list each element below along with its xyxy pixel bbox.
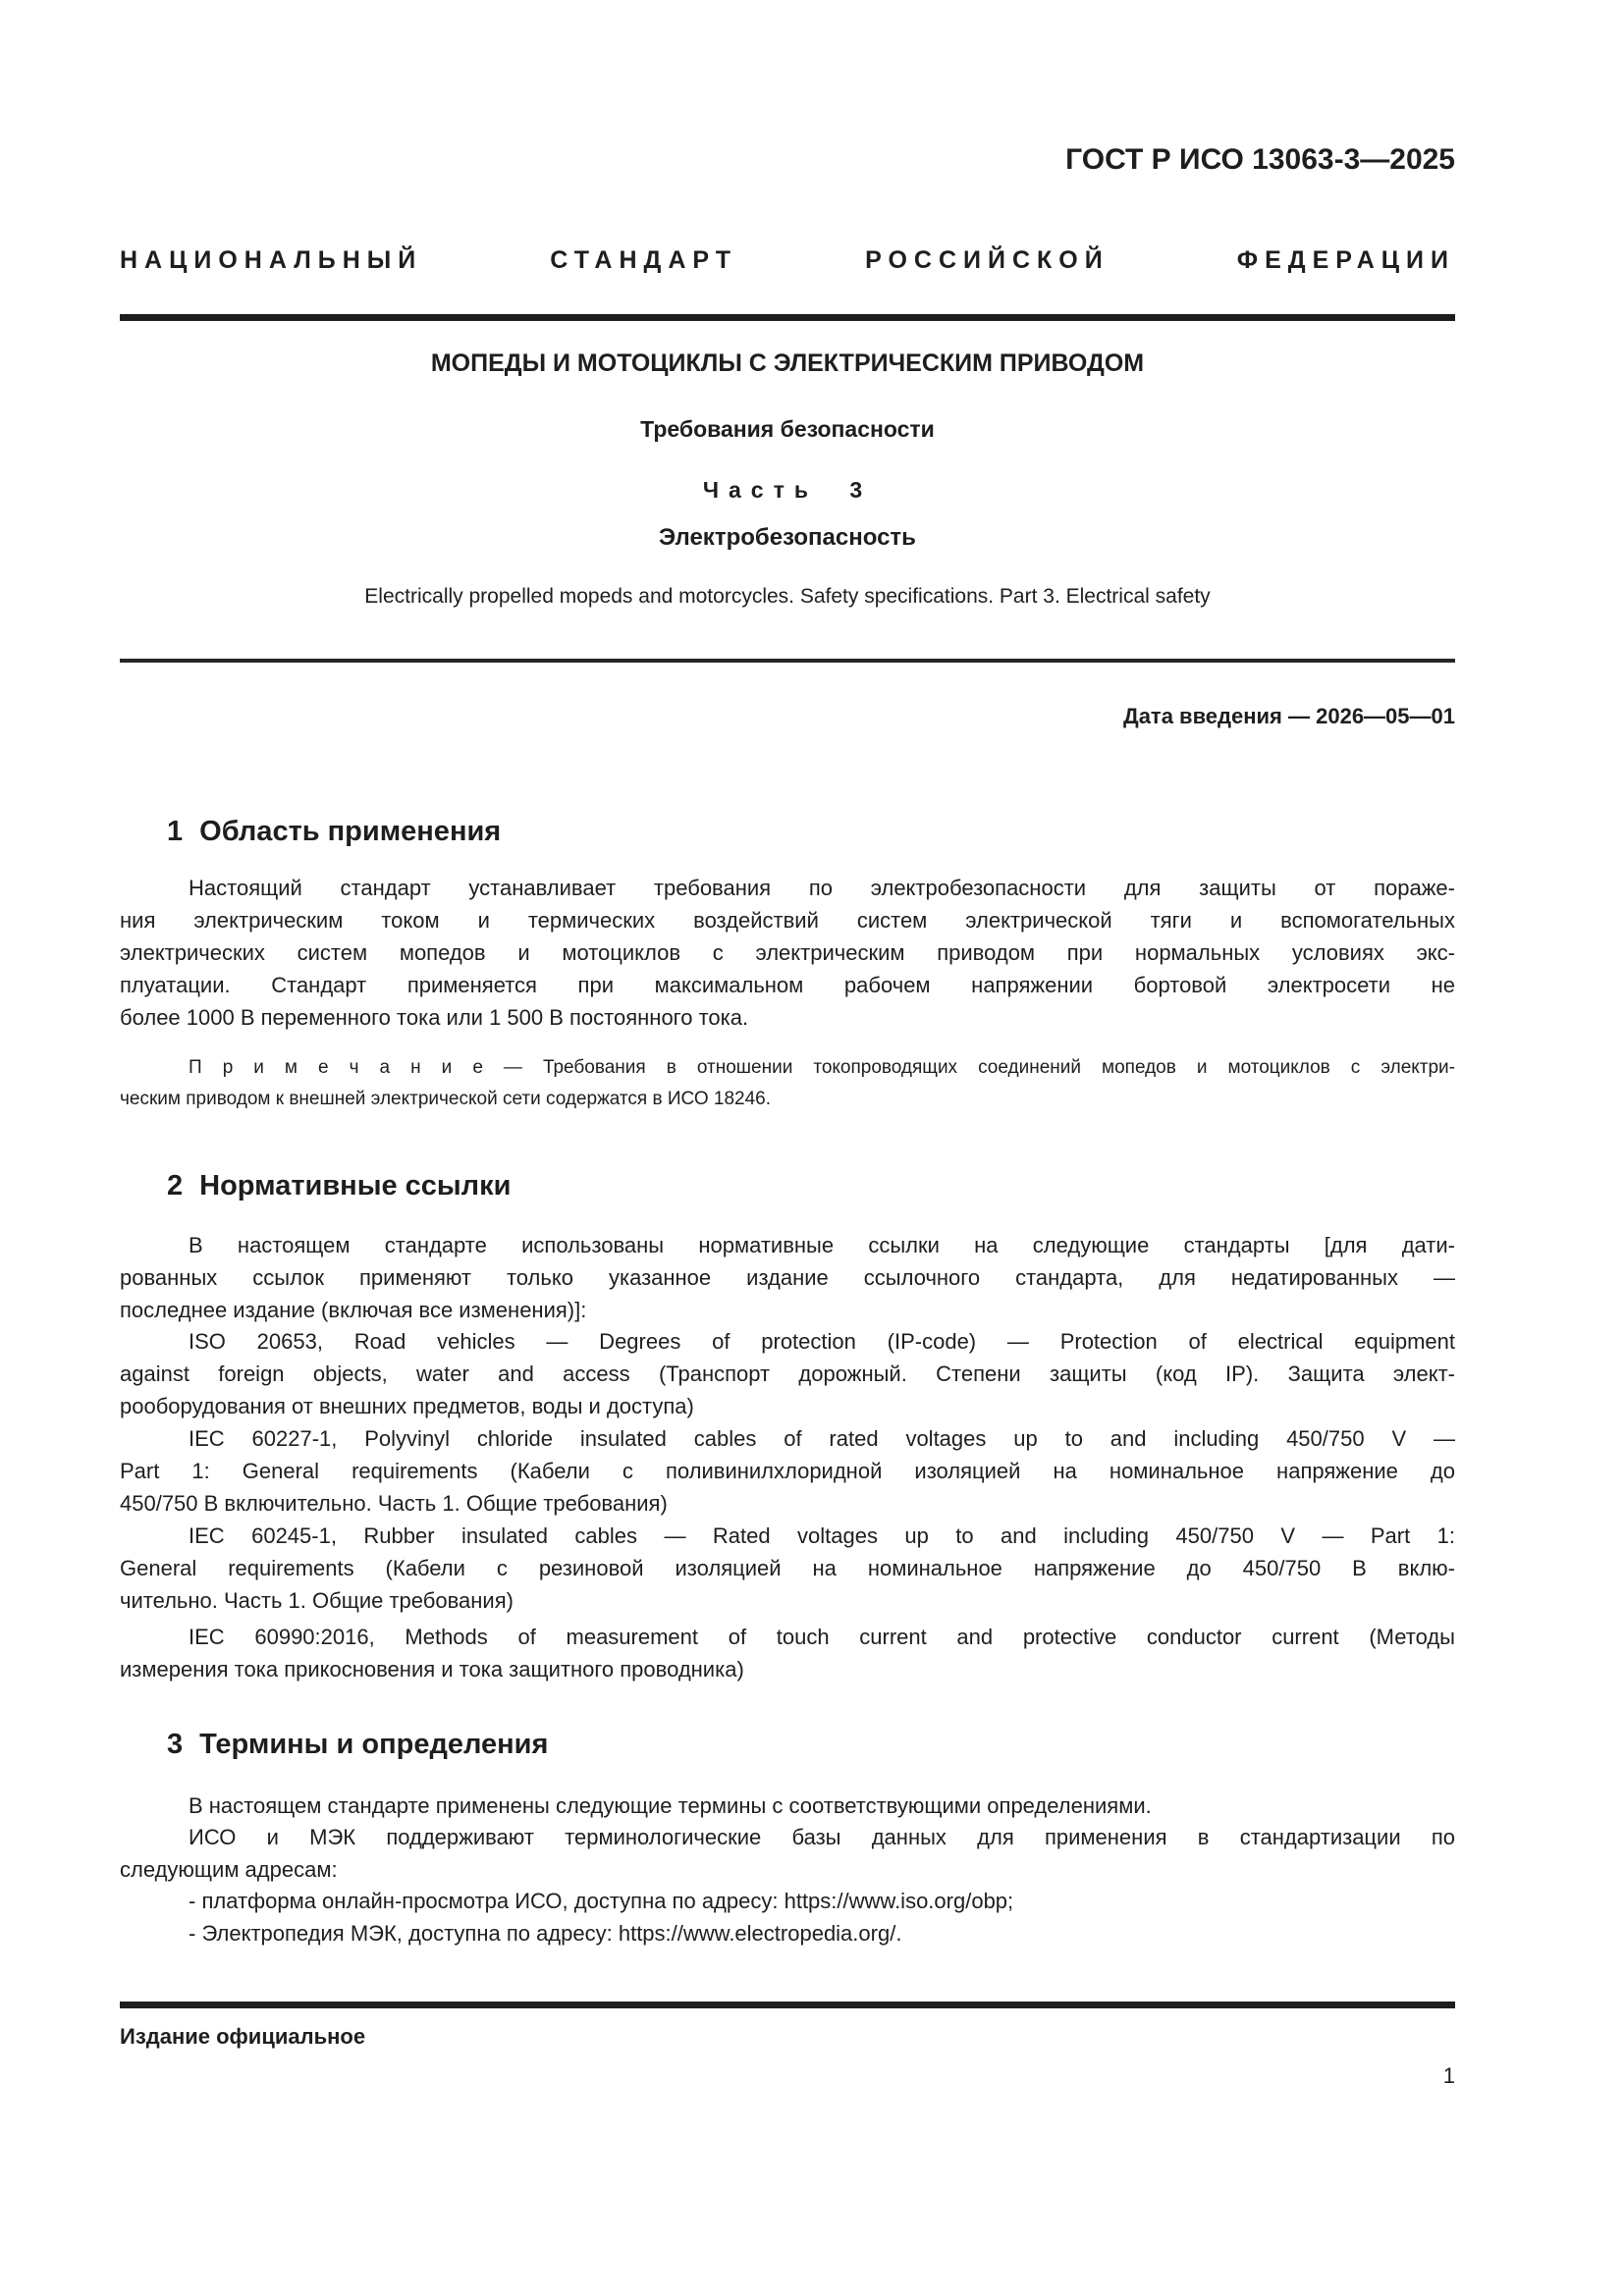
edition-note: Издание официальное bbox=[120, 2024, 366, 2049]
section-3-paragraph-1: В настоящем стандарте применены следующие термины с соответствующими определениями. bbox=[189, 1793, 1152, 1818]
header-divider-bar bbox=[120, 314, 1455, 321]
page-number: 1 bbox=[1442, 2063, 1455, 2088]
bullet-electropedia: - Электропедия МЭК, доступна по адресу: https://www.electropedia.org/. bbox=[189, 1921, 902, 1946]
doc-designation: ГОСТ Р ИСО 13063-3—2025 bbox=[1065, 143, 1455, 176]
title-en: Electrically propelled mopeds and motorcycles. Safety specifications. Part 3. Electrical safety bbox=[364, 585, 1211, 608]
section-1-title: Область применения bbox=[199, 816, 502, 847]
section-1-note: П р и м е ч а н и е — Требования в отношении токопроводящих соединений мопедов и мотоциклов с электри- ческим приводом к внешней электрической сети содержатся в ИСО 18246. bbox=[120, 1057, 1455, 1109]
reference-iec-60245-1: IEC 60245-1, Rubber insulated cables — Rated voltages up to and including 450/750 V — Part 1: General requirements (Кабели с резиновой изоляцией на номинальное напряжение до 450/750 В вклю- чительно. Часть 1. Общие требования) bbox=[120, 1523, 1455, 1613]
section-2-heading bbox=[120, 1169, 1502, 1202]
section-3-number: 3 bbox=[167, 1729, 184, 1760]
section-2-intro: В настоящем стандарте использованы нормативные ссылки на следующие стандарты [для дати- рованных ссылок применяют только указанное издание ссылочного стандарта, для недатированных — последнее издание (включая все изменения)]: bbox=[120, 1233, 1455, 1322]
title-ru: МОПЕДЫ И МОТОЦИКЛЫ С ЭЛЕКТРИЧЕСКИМ ПРИВОДОМ bbox=[430, 349, 1145, 377]
bullet-iso-obp: - платформа онлайн-просмотра ИСО, доступна по адресу: https://www.iso.org/obp; bbox=[189, 1889, 1014, 1913]
section-2-number: 2 bbox=[167, 1170, 184, 1201]
part-label: Часть 3 bbox=[702, 477, 873, 503]
section-3-paragraph-2: ИСО и МЭК поддерживают терминологические базы данных для применения в стандартизации по следующим адресам: bbox=[120, 1825, 1455, 1882]
section-3-bullets bbox=[120, 1885, 1455, 1949]
reference-iec-60227-1: IEC 60227-1, Polyvinyl chloride insulated cables of rated voltages up to and including 450/750 V — Part 1: General requirements (Кабели с поливинилхлоридной изоляцией на номинальное напряжение до 450/750 В включительно. Часть 1. Общие требования) bbox=[120, 1426, 1455, 1516]
effective-date: Дата введения — 2026—05—01 bbox=[1123, 704, 1455, 728]
title-divider-rule bbox=[120, 659, 1455, 663]
section-3-heading bbox=[120, 1728, 1502, 1761]
reference-iso-20653: ISO 20653, Road vehicles — Degrees of protection (IP-code) — Protection of electrical equipment against foreign objects, water and access (Транспорт дорожный. Степени защиты (код IP). Защита элект- рооборудования от внешних предметов, воды и доступа) bbox=[120, 1329, 1455, 1418]
reference-iec-60990: IEC 60990:2016, Methods of measurement of touch current and protective conductor current (Методы измерения тока прикосновения и тока защитного проводника) bbox=[120, 1625, 1455, 1682]
section-1-number: 1 bbox=[167, 816, 184, 847]
footer-divider-bar bbox=[120, 2002, 1455, 2008]
section-1-heading bbox=[120, 815, 1502, 848]
section-1-paragraph: Настоящий стандарт устанавливает требования по электробезопасности для защиты от пораже- ния электрическим током и термических воздействий систем электрической тяги и вспомогательных электрических систем мопедов и мотоциклов с электрическим приводом при нормальных условиях экс- плуатации. Стандарт применяется при максимальном рабочем напряжении бортовой электросети не более 1000 В переменного тока или 1 500 В постоянного тока. bbox=[120, 876, 1455, 1030]
part-title: Электробезопасность bbox=[659, 524, 916, 551]
national-standard-banner: НАЦИОНАЛЬНЫЙ СТАНДАРТ РОССИЙСКОЙ ФЕДЕРАЦИИ bbox=[120, 246, 1455, 274]
section-2-title: Нормативные ссылки bbox=[199, 1170, 512, 1201]
section-3-title: Термины и определения bbox=[199, 1729, 549, 1760]
subtitle-ru: Требования безопасности bbox=[640, 416, 935, 442]
